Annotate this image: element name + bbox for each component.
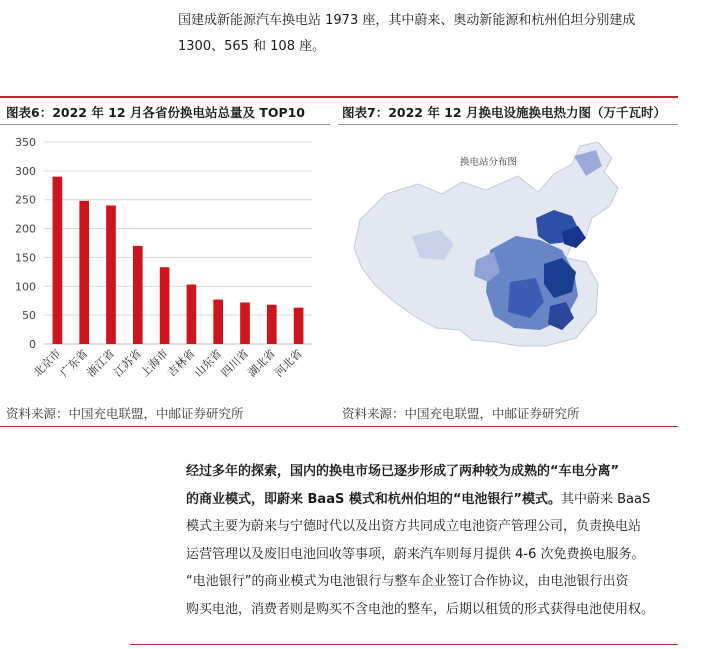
x-tick-label: 江苏省 xyxy=(111,346,144,380)
body-line-5: “电池银行”的商业模式为电池银行与整车企业签订合作协议，由电池银行出资 xyxy=(186,574,629,589)
figure7-source: 资料来源：中国充电联盟，中邮证券研究所 xyxy=(342,406,580,421)
body-paragraph xyxy=(186,458,676,623)
x-tick-label: 吉林省 xyxy=(164,346,198,380)
y-tick-label: 50 xyxy=(22,309,36,323)
figure-bottom-rule xyxy=(0,426,678,427)
y-tick-label: 200 xyxy=(15,222,36,236)
figure6-title: 图表6：2022 年 12 月各省份换电站总量及 TOP10 xyxy=(6,105,305,120)
y-tick-label: 0 xyxy=(29,338,36,351)
y-tick-label: 250 xyxy=(15,193,36,207)
x-tick-label: 四川省 xyxy=(218,346,252,380)
intro-paragraph xyxy=(178,8,678,60)
figure6-source: 资料来源：中国充电联盟，中邮证券研究所 xyxy=(6,406,244,421)
bar-2 xyxy=(79,201,89,344)
bar-4 xyxy=(133,246,143,344)
x-tick-label: 河北省 xyxy=(272,346,305,380)
y-tick-label: 300 xyxy=(15,164,36,178)
map-label: 换电站分布图 xyxy=(460,157,518,168)
x-tick-label: 广东省 xyxy=(57,346,91,380)
bar-10 xyxy=(294,308,304,344)
y-tick-label: 100 xyxy=(15,280,36,294)
bar-1 xyxy=(53,177,63,344)
x-tick-label: 浙江省 xyxy=(84,346,118,380)
figure7-title-rule xyxy=(338,124,678,125)
x-tick-label: 上海市 xyxy=(138,346,171,380)
bar-7 xyxy=(213,300,223,344)
body-line-1: 经过多年的探索，国内的换电市场已逐步形成了两种较为成熟的“车电分离” xyxy=(186,464,620,479)
figure6-title-rule xyxy=(0,124,330,125)
figure7-title: 图表7：2022 年 12 月换电设施换电热力图（万千瓦时） xyxy=(342,105,666,120)
swap-station-heat-map xyxy=(340,132,640,362)
y-tick-label: 150 xyxy=(15,251,36,265)
body-line-6: 购买电池，消费者则是购买不含电池的整车，后期以租赁的形式获得电池使用权。 xyxy=(186,601,655,617)
bar-5 xyxy=(160,267,170,344)
body-line-2-bold: 的商业模式，即蔚来 BaaS 模式和杭州伯坦的“电池银行”模式。 xyxy=(186,491,561,507)
body-line-2-rest: 其中蔚来 BaaS xyxy=(560,491,651,507)
figure-top-rule xyxy=(0,96,678,98)
body-line-4: 运营管理以及废旧电池回收等事项，蔚来汽车则每月提供 4-6 次免费换电服务。 xyxy=(186,546,645,562)
bar-3 xyxy=(106,205,116,344)
y-tick-label: 350 xyxy=(15,136,36,149)
bar-9 xyxy=(267,305,277,344)
body-line-3: 模式主要为蔚来与宁德时代以及出资方共同成立电池资产管理公司，负责换电站 xyxy=(186,519,642,534)
bar-6 xyxy=(187,285,197,344)
intro-line-2: 1300、565 和 108 座。 xyxy=(178,39,326,54)
page-end-rule xyxy=(130,644,678,645)
x-tick-label: 北京市 xyxy=(30,346,64,380)
body-line-2 xyxy=(186,486,676,514)
province-station-bar-chart xyxy=(0,130,320,398)
bar-8 xyxy=(240,302,250,344)
x-tick-label: 山东省 xyxy=(191,346,225,380)
x-tick-label: 湖北省 xyxy=(245,346,278,380)
intro-line-1: 国建成新能源汽车换电站 1973 座，其中蔚来、奥动新能源和杭州伯坦分别建成 xyxy=(178,13,636,28)
